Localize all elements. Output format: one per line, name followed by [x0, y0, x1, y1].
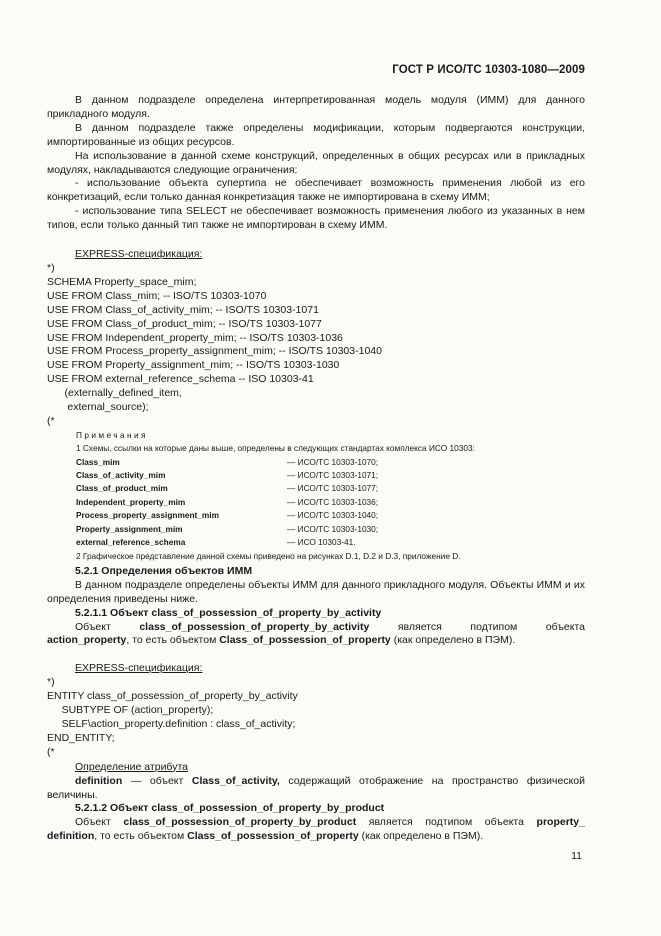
section-5-2-1-text: В данном подразделе определены объекты ИММ для данного прикладного модуля. Объекты ИММ и их определения приведены ниже.: [47, 578, 585, 605]
note-1: 1 Схемы, ссылки на которые даны выше, определены в следующих стандартах комплекса ИСО 10303:: [76, 443, 475, 454]
entity-code-block: *) ENTITY class_of_possession_of_property_by_activity SUBTYPE OF (action_property); SELF\action_property.definition : class_of_activity; END_ENTITY; (*: [47, 676, 298, 758]
text-run: (как определено в ПЭМ).: [358, 830, 484, 843]
ref-row: [76, 482, 585, 495]
section-5-2-1-2-text: [47, 816, 585, 844]
entity-name: Class_of_possession_of_property: [219, 634, 391, 647]
text-run: , то есть объектом: [126, 634, 220, 647]
page-number: 11: [571, 850, 582, 862]
attribute-definition-label: Определение атрибута: [75, 760, 188, 773]
intro-paragraph: В данном подразделе определена интерпретированная модель модуля (ИММ) для данного прикладного модуля.: [47, 94, 585, 120]
ref-row: [76, 536, 585, 549]
document-header: ГОСТ Р ИСО/ТС 10303-1080—2009: [392, 64, 585, 76]
text-word: подтипом: [470, 620, 518, 633]
ref-standard: — ИСО/ТС 10303-1070;: [287, 456, 379, 467]
notes-title: Примечания: [76, 429, 148, 440]
express-spec-label: EXPRESS-спецификация:: [75, 248, 203, 261]
ref-schema-name: Class_of_product_mim: [76, 483, 168, 494]
text-run: является подтипом объекта: [356, 816, 537, 829]
restriction-item: - использование типа SELECT не обеспечивает возможность применения любого из указанных в нем типов, если только данный тип также не импортирован в схему ИММ.: [47, 205, 585, 232]
ref-row: [76, 523, 585, 536]
entity-name: class_of_possession_of_property_by_product: [123, 816, 357, 829]
ref-standard: — ИСО/ТС 10303-1040;: [287, 510, 379, 521]
document-body: [47, 94, 585, 844]
ref-row: [76, 496, 585, 509]
text-word: объекта: [545, 620, 585, 633]
ref-schema-name: Class_mim: [76, 456, 120, 467]
section-5-2-1-1-line-2: [47, 634, 585, 648]
ref-standard: — ИСО 10303-41.: [287, 537, 356, 548]
attribute-definition-text: [47, 775, 585, 803]
ref-standard: — ИСО/ТС 10303-1036;: [287, 496, 379, 507]
text-run: , то есть объектом: [94, 830, 188, 843]
express-spec-label: EXPRESS-спецификация:: [75, 662, 203, 675]
text-word: Объект: [75, 620, 111, 633]
entity-name: action_property: [47, 634, 127, 647]
ref-standard: — ИСО/ТС 10303-1077;: [287, 483, 379, 494]
restriction-item: - использование объекта супертипа не обеспечивает возможность применения любой из его конкретизаций, если только данная конкретизация также не импортирована в схему ИММ;: [47, 177, 585, 204]
text-run: (как определено в ПЭМ).: [390, 634, 516, 647]
ref-standard: — ИСО/ТС 10303-1030;: [287, 523, 379, 534]
attribute-name: definition: [75, 774, 123, 787]
ref-schema-name: Property_assignment_mim: [76, 523, 183, 534]
ref-row: [76, 469, 585, 482]
ref-row: [76, 509, 585, 522]
notes-block: [47, 429, 585, 563]
ref-standard: — ИСО/ТС 10303-1071;: [287, 470, 379, 481]
text-run: содержащий отображение на пространство физической величины.: [47, 774, 585, 801]
schema-code-block: *) SCHEMA Property_space_mim; USE FROM Class_mim; -- ISO/TS 10303-1070 USE FROM Class_of_activity_mim; -- ISO/TS 10303-1071 USE FROM Class_of_product_mim; -- ISO/TS 10303-1077 USE FROM Independent_property_mim; -- ISO/TS 10303-1036 USE FROM Process_property_assignment_mim; -- ISO/TS 10303-1040 USE FROM Property_assignment_mim; -- ISO/TS 10303-1030 USE FROM external_reference_schema -- ISO 10303-41 (externally_defined_item, external_source); (*: [47, 261, 382, 427]
section-5-2-1-heading: 5.2.1 Определения объектов ИММ: [75, 564, 253, 577]
section-5-2-1-2-heading: 5.2.1.2 Объект class_of_possession_of_property_by_product: [75, 802, 385, 815]
ref-schema-name: Class_of_activity_mim: [76, 470, 166, 481]
intro-paragraph: В данном подразделе также определены модификации, которым подвергаются конструкции, импортированные из общих ресурсов.: [47, 121, 585, 148]
ref-row: [76, 456, 585, 469]
entity-name: Class_of_possession_of_property: [187, 830, 359, 843]
entity-name: class_of_possession_of_property_by_activity: [139, 620, 370, 633]
note-2: 2 Графическое представление данной схемы приведено на рисунках D.1, D.2 и D.3, приложение D.: [76, 550, 461, 561]
ref-list: [76, 456, 585, 550]
entity-name: Class_of_activity,: [191, 774, 280, 787]
section-5-2-1-1-heading: 5.2.1.1 Объект class_of_possession_of_property_by_activity: [75, 606, 382, 619]
ref-schema-name: Process_property_assignment_mim: [76, 510, 219, 521]
intro-paragraph: На использование в данной схеме конструкций, определенных в общих ресурсах или в прикладных модулях, накладываются следующие ограничения:: [47, 149, 585, 176]
ref-schema-name: external_reference_schema: [76, 537, 186, 548]
text-run: Объект: [75, 816, 124, 829]
text-run: — объект: [122, 774, 192, 787]
entity-name: property_ definition: [47, 816, 585, 843]
ref-schema-name: Independent_property_mim: [76, 496, 186, 507]
text-word: является: [397, 620, 442, 633]
section-5-2-1-1-line: [47, 621, 585, 635]
